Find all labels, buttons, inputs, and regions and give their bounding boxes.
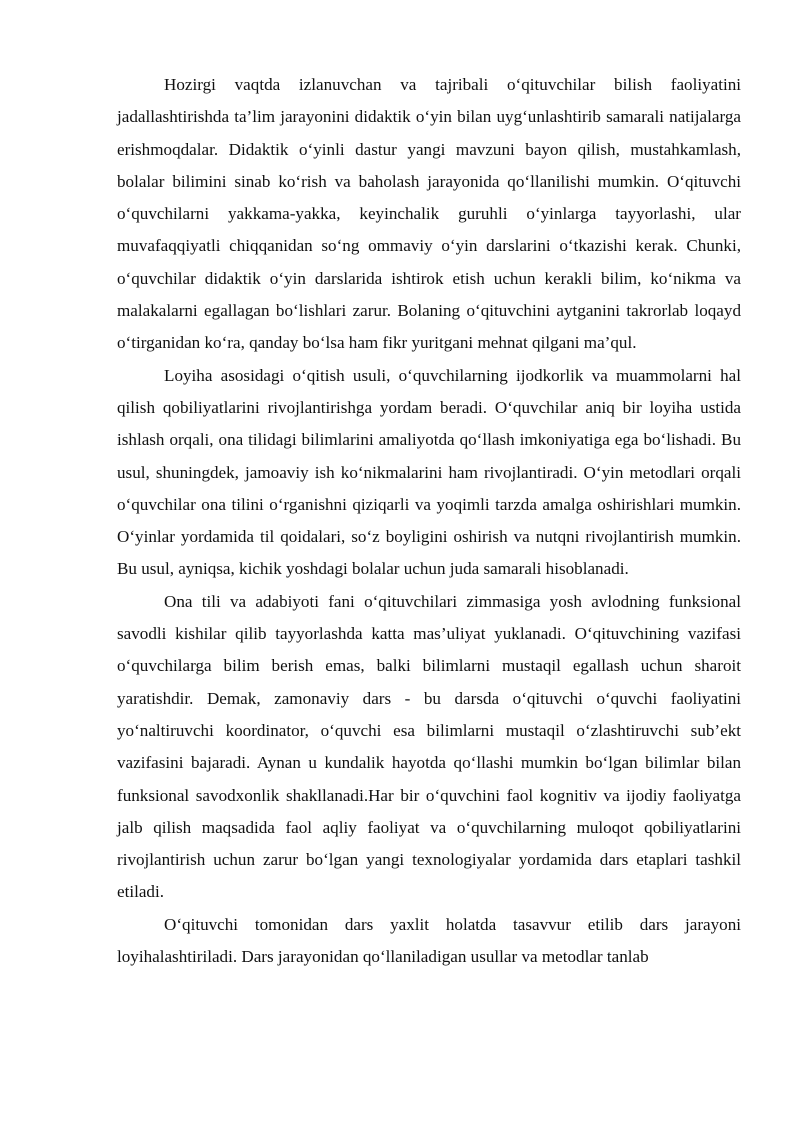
document-page [117,69,741,973]
paragraph-lesson-design: O‘qituvchi tomonidan dars yaxlit holatda tasavvur etilib dars jarayoni loyihalashtiriladi. Dars jarayonidan qo‘llaniladigan usullar va metodlar tanlab [117,914,741,967]
paragraph-project-method: Loyiha asosidagi o‘qitish usuli, o‘quvchilarning ijodkorlik va muammolarni hal qilish qobiliyatlarini rivojlantirishga yordam beradi. O‘quvchilar aniq bir loyiha ustida ishlash orqali, ona tilidagi bilimlarini amaliyotda qo‘llash imkoniyatiga ega bo‘lishadi. Bu usul, shuningdek, jamoaviy ish ko‘nikmalarini ham rivojlantiradi. O‘yin metodlari orqali o‘quvchilar ona tilini o‘rganishni qiziqarli va yoqimli tarzda amalga oshirishlari mumkin. O‘yinlar yordamida til qoidalari, so‘z boyligini oshirish va nutqni rivojlantirish mumkin. Bu usul, ayniqsa, kichik yoshdagi bolalar uchun juda samarali hisoblanadi. [117,365,741,579]
paragraph-didactic-games: Hozirgi vaqtda izlanuvchan va tajribali o‘qituvchilar bilish faoliyatini jadallashtirishda ta’lim jarayonini didaktik o‘yin bilan uyg‘unlashtirib samarali natijalarga erishmoqdalar. Didaktik o‘yinli dastur yangi mavzuni bayon qilish, mustahkamlash, bolalar bilimini sinab ko‘rish va baholash jarayonida qo‘llanilishi mumkin. O‘qituvchi o‘quvchilarni yakkama-yakka, keyinchalik guruhli o‘yinlarga tayyorlashi, ular muvafaqqiyatli chiqqanidan so‘ng ommaviy o‘yin darslarini o‘tkazishi kerak. Chunki, o‘quvchilar didaktik o‘yin darslarida ishtirok etish uchun kerakli bilim, ko‘nikma va malakalarni egallagan bo‘lishlari zarur. Bolaning o‘qituvchini aytganini takrorlab loqayd o‘tirganidan ko‘ra, qanday bo‘lsa ham fikr yuritgani mehnat qilgani ma’qul. [117,75,741,353]
paragraph-functional-literacy: Ona tili va adabiyoti fani o‘qituvchilari zimmasiga yosh avlodning funksional savodli kishilar qilib tayyorlashda katta mas’uliyat yuklanadi. O‘qituvchining vazifasi o‘quvchilarga bilim berish emas, balki bilimlarni mustaqil egallash uchun sharoit yaratishdir. Demak, zamonaviy dars - bu darsda o‘qituvchi o‘quvchi faoliyatini yo‘naltiruvchi koordinator, o‘quvchi esa bilimlarni mustaqil o‘zlashtiruvchi sub’ekt vazifasini bajaradi. Aynan u kundalik hayotda qo‘llashi mumkin bo‘lgan bilimlar bilan funksional savodxonlik shakllanadi.Har bir o‘quvchini faol kognitiv va ijodiy faoliyatga jalb qilish maqsadida faol aqliy faoliyat va o‘quvchilarning muloqot qobiliyatlarini rivojlantirish uchun zarur bo‘lgan yangi texnologiyalar yordamida dars etaplari tashkil etiladi. [117,591,741,902]
